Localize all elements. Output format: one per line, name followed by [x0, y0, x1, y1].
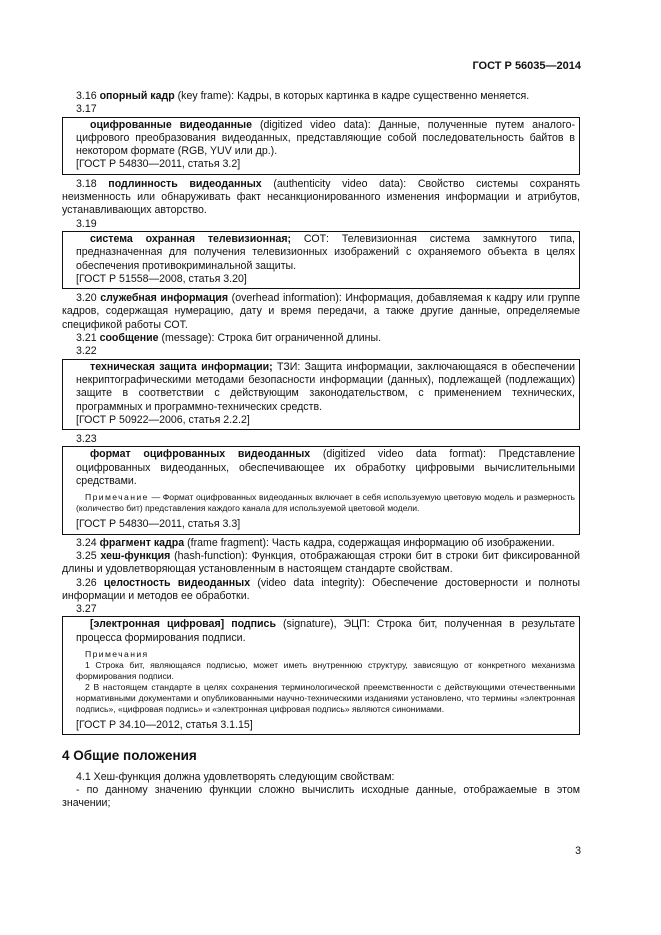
term-source: [ГОСТ Р 50922—2006, статья 2.2.2] — [76, 413, 250, 426]
term-definition: (video data integrity): Обеспечение достоверности и полноты информации и методов ее обработки. — [62, 576, 580, 602]
term-3-20 — [62, 292, 580, 332]
term-definition: (authenticity video data): Свойство системы сохранять неизменность или обнаруживать факт несанкционированного изменения информации и атрибутов, устанавливающих авторство. — [62, 177, 581, 217]
term-source: [ГОСТ Р 51558—2008, статья 3.20] — [76, 272, 247, 285]
term-definition: (digitized video data format): Представление оцифрованных видеоданных, обеспечивающее их обработку цифровыми вычислительными средствами. — [76, 448, 575, 488]
term-source: [ГОСТ Р 54830—2011, статья 3.2] — [76, 158, 241, 171]
term-name: техническая защита информации; — [90, 360, 273, 373]
term-3-27 — [76, 618, 575, 645]
term-definition: (overhead information): Информация, добавляемая к кадру или группе кадров, содержащая нумерацию, дату и время передачи, а также другие данные, определяемые спецификой работы СОТ. — [62, 292, 580, 331]
term-note — [76, 492, 575, 514]
term-name: хеш-функция — [100, 549, 171, 562]
term-number: 3.24 — [76, 536, 100, 549]
term-definition: СОТ: Телевизионная система замкнутого типа, предназначенная для получения телевизионных изображений с охраняемого объекта в целях обеспечения противокриминальной защиты. — [76, 232, 575, 272]
note-label: Примечание — [85, 492, 149, 503]
note-text: — Формат оцифрованных видеоданных включает в себя используемую цветовую модель и размерность (количество бит) представления каждого канала для используемой цветовой модели. — [76, 492, 575, 514]
term-definition: (signature), ЭЦП: Строка бит, полученная в результате процесса формирования подписи. — [76, 618, 575, 644]
document-header: ГОСТ Р 56035—2014 — [472, 60, 581, 72]
term-3-26 — [62, 577, 580, 604]
term-name: сообщение — [99, 332, 159, 345]
page-number: 3 — [575, 845, 581, 857]
term-3-22 — [76, 361, 575, 414]
term-number: 3.26 — [76, 576, 104, 589]
term-3-21 — [62, 332, 580, 345]
note-2: 2 В настоящем стандарте в целях сохранения терминологической преемственности с действующими отечественными нормативными документами и опубликованными научно-техническими изданиями установлено, что термины «электронная подпись», «цифровая подпись» и «электронная цифровая подпись» являются синонимами. — [76, 681, 575, 714]
term-definition: (message): Строка бит ограниченной длины. — [158, 332, 382, 345]
term-3-18 — [62, 178, 580, 218]
term-name: оцифрованные видеоданные — [90, 118, 252, 131]
term-3-24 — [62, 537, 580, 550]
term-name: служебная информация — [100, 292, 229, 305]
term-number-3-17: 3.17 — [76, 103, 97, 116]
section-paragraph-2: - по данному значению функции сложно вычислить исходные данные, отображаемые в этом значении; — [62, 783, 580, 810]
term-box-3-17 — [62, 117, 580, 175]
term-source: [ГОСТ Р 54830—2011, статья 3.3] — [76, 518, 241, 531]
term-number-3-27: 3.27 — [76, 603, 97, 616]
term-number-3-19: 3.19 — [76, 217, 97, 230]
term-notes — [76, 649, 575, 715]
term-name: опорный кадр — [99, 90, 175, 102]
term-3-17 — [76, 119, 575, 159]
term-number-3-22: 3.22 — [76, 345, 97, 358]
term-number: 3.20 — [76, 292, 101, 305]
term-name: целостность видеоданных — [103, 576, 251, 589]
term-3-25 — [62, 550, 580, 577]
term-box-3-22 — [62, 359, 580, 430]
term-definition: (digitized video data): Данные, полученные путем аналого-цифрового преобразования видеоданных, представляющие собой последовательность байтов в некотором формате (RGB, YUV или др.). — [76, 118, 575, 158]
term-name: система охранная телевизионная; — [90, 232, 292, 245]
notes-label: Примечания — [85, 648, 149, 659]
section-heading: 4 Общие положения — [62, 748, 197, 764]
term-number: 3.21 — [76, 332, 100, 345]
term-number: 3.25 — [76, 549, 101, 562]
term-definition: (frame fragment): Часть кадра, содержащая информацию об изображении. — [184, 536, 555, 549]
term-name: подлинность видеоданных — [108, 177, 262, 190]
page-content — [62, 90, 580, 810]
term-name: [электронная цифровая] подпись — [90, 618, 276, 631]
term-definition: ТЗИ: Защита информации, заключающаяся в обеспечении некриптографическими методами безопасности информации (данных), подлежащей (подлежащих) защите в соответствии с действующим законодательством, с применением технических, программных и программно-технических средств. — [76, 360, 575, 413]
note-1: 1 Строка бит, являющаяся подписью, может иметь внутреннюю структуру, зависящую от конкретного механизма формирования подписи. — [76, 659, 575, 681]
term-box-3-27 — [62, 616, 580, 735]
term-name: фрагмент кадра — [99, 536, 185, 549]
term-number: 3.16 — [76, 90, 100, 102]
term-3-23 — [76, 448, 575, 488]
term-definition: (key frame): Кадры, в которых картинка в кадре существенно меняется. — [174, 90, 530, 102]
term-3-16 — [62, 90, 580, 103]
section-paragraph-1: 4.1 Хеш-функция должна удовлетворять следующим свойствам: — [76, 770, 395, 783]
term-name: формат оцифрованных видеоданных — [90, 448, 311, 461]
term-3-19 — [76, 233, 575, 273]
term-number: 3.18 — [76, 177, 109, 190]
term-box-3-19 — [62, 231, 580, 289]
term-box-3-23 — [62, 446, 580, 534]
term-source: [ГОСТ Р 34.10—2012, статья 3.1.15] — [76, 718, 253, 731]
term-number-3-23: 3.23 — [76, 433, 97, 446]
term-definition: (hash-function): Функция, отображающая строки бит в строки бит фиксированной длины и удовлетворяющая установленным в настоящем стандарте свойствам. — [62, 549, 580, 576]
